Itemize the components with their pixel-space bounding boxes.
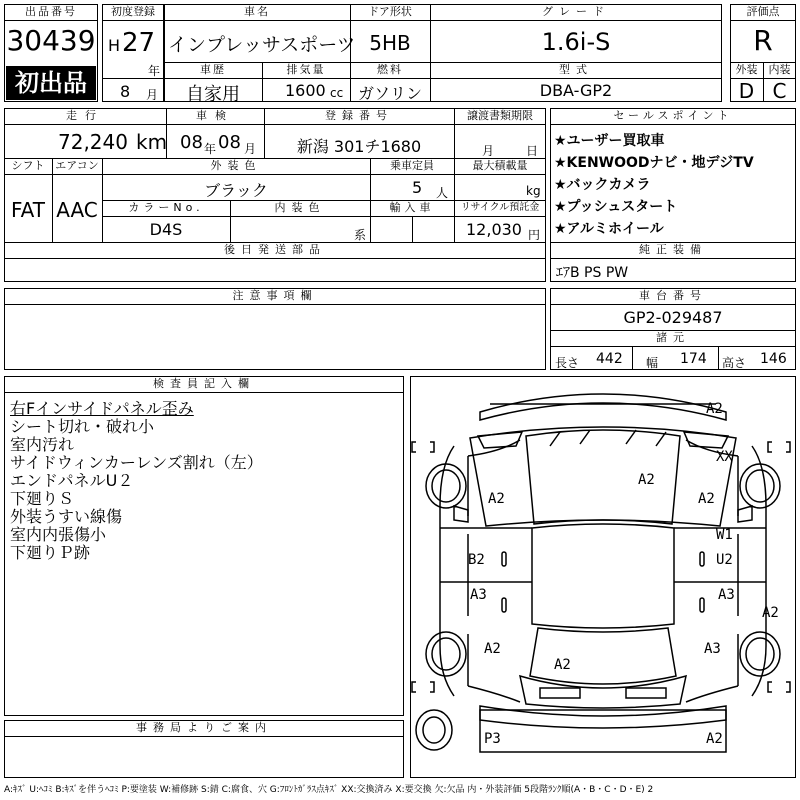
capacity-unit: 人 — [436, 186, 449, 200]
mileage-unit: km — [136, 130, 168, 154]
door-type: 5HB — [369, 31, 411, 55]
damage-mark: A2 — [488, 491, 505, 507]
car-name: インプレッサスポーツ — [168, 34, 356, 56]
height: 146 — [760, 351, 787, 367]
load-unit: kg — [526, 184, 541, 198]
mileage: 72,240 — [58, 130, 128, 154]
history: 自家用 — [186, 84, 240, 105]
damage-mark: B2 — [468, 552, 485, 568]
interior-grade: C — [772, 79, 787, 103]
damage-mark: XX — [716, 449, 733, 465]
color-number: D4S — [149, 220, 183, 239]
interior-label: 内装 — [768, 63, 791, 76]
era: H — [108, 36, 121, 55]
grade: 1.6i-S — [541, 28, 611, 56]
selling-points-label: セールスポイント — [613, 109, 733, 122]
damage-mark: A2 — [706, 731, 723, 747]
damage-mark: A2 — [698, 491, 715, 507]
plate-label: 登録番号 — [325, 109, 393, 122]
damage-mark: A3 — [704, 641, 721, 657]
inspection-month: 08 — [218, 132, 241, 153]
exterior-grade: D — [738, 79, 755, 103]
length: 442 — [596, 351, 623, 367]
registration-label: 初度登録 — [111, 5, 155, 18]
month-unit: 月 — [146, 88, 159, 102]
recycle-unit: 円 — [528, 228, 541, 242]
inspector-line: 右Fインサイドパネル歪み — [10, 399, 194, 418]
damage-mark: A3 — [470, 587, 487, 603]
capacity-label: 乗車定員 — [390, 159, 434, 172]
ac: AAC — [56, 198, 98, 222]
year-unit: 年 — [148, 64, 161, 78]
inspection-year: 08 — [180, 132, 203, 153]
displacement: 1600 — [285, 81, 326, 100]
exterior-color: ブラック — [204, 181, 268, 200]
fuel-label: 燃料 — [377, 63, 403, 76]
selling-point: ★ユーザー買取車 — [554, 133, 665, 149]
car-name-label: 車名 — [244, 5, 270, 18]
displacement-label: 排気量 — [286, 63, 326, 76]
grade-label: グレード — [542, 5, 610, 18]
inspector-line: シート切れ・破れ小 — [10, 417, 155, 436]
damage-mark: U2 — [716, 552, 733, 568]
lot-label: 出品番号 — [25, 5, 77, 18]
notes-label: 注意事項欄 — [232, 289, 318, 302]
mileage-label: 走行 — [66, 109, 104, 122]
inspector-line: 室内内張傷小 — [10, 525, 107, 544]
damage-mark: A2 — [554, 657, 571, 673]
door-label: ドア形状 — [368, 5, 412, 18]
transfer-day-unit: 日 — [526, 144, 539, 158]
damage-mark: A2 — [706, 401, 723, 417]
plate-number: 新潟 301チ1680 — [296, 137, 422, 156]
score-label: 評価点 — [746, 5, 780, 18]
load-label: 最大積載量 — [472, 159, 528, 172]
inspector-line: サイドウィンカーレンズ割れ（左） — [10, 453, 263, 472]
inspector-line: 室内汚れ — [10, 435, 75, 454]
damage-mark: W1 — [716, 527, 733, 543]
legend: A:ｷｽﾞ U:ﾍｺﾐ B:ｷｽﾞを伴うﾍｺﾐ P:要塗装 W:補修跡 S:錆 C:腐食、穴 G:ﾌﾛﾝﾄｶﾞﾗｽ点ｷｽﾞ XX:交換済み X:要交換 欠:欠品 内・外装評価 5段階ﾗﾝｸ順(A・B・C・D・E) 2 — [4, 785, 654, 795]
year: 27 — [122, 28, 156, 58]
interior-color-label: 内装色 — [274, 201, 326, 214]
chassis-number: GP2-029487 — [623, 308, 723, 327]
later-parts-label: 後日発送部品 — [224, 243, 326, 256]
height-label: 高さ — [722, 356, 747, 370]
score: R — [753, 24, 773, 57]
import-label: 輸入車 — [389, 201, 435, 214]
history-label: 車歴 — [200, 63, 226, 76]
width-label: 幅 — [646, 356, 659, 370]
lot-number: 30439 — [6, 24, 96, 57]
inspection-month-unit: 月 — [244, 142, 257, 156]
equipment-label: 純正装備 — [639, 243, 707, 256]
dimensions-label: 諸元 — [656, 331, 690, 344]
inspector-line: 下廻りＰ跡 — [10, 543, 91, 562]
equipment: ｴｱB PS PW — [556, 265, 629, 281]
interior-color-unit: 系 — [354, 228, 367, 242]
model-label: 型式 — [559, 63, 593, 76]
model: DBA-GP2 — [539, 81, 613, 100]
selling-point: ★アルミホイール — [554, 221, 664, 237]
selling-point: ★バックカメラ — [554, 177, 651, 193]
length-label: 長さ — [555, 356, 580, 370]
width: 174 — [680, 351, 707, 367]
month: 8 — [120, 82, 131, 101]
capacity: 5 — [412, 178, 423, 197]
ac-label: エアコン — [55, 159, 99, 172]
transfer-label: 譲渡書類期限 — [467, 109, 533, 122]
displacement-unit: cc — [330, 86, 344, 100]
transfer-month-unit: 月 — [482, 144, 495, 158]
damage-mark: A2 — [638, 472, 655, 488]
office-label: 事務局よりご案内 — [136, 721, 272, 734]
color-no-label: カラーNo. — [128, 201, 204, 214]
first-listing-badge: 初出品 — [6, 66, 96, 100]
damage-mark: A2 — [762, 605, 779, 621]
selling-point: ★プッシュスタート — [554, 199, 678, 215]
damage-mark: A3 — [718, 587, 735, 603]
inspection-year-unit: 年 — [204, 142, 217, 156]
shift-label: シフト — [11, 159, 45, 172]
selling-point: ★KENWOODナビ・地デジTV — [554, 155, 754, 171]
inspection-label: 車検 — [196, 109, 234, 122]
damage-mark: P3 — [484, 731, 501, 747]
color-label: 外装色 — [210, 159, 262, 172]
damage-mark: A2 — [484, 641, 501, 657]
shift: FAT — [10, 198, 45, 222]
inspector-line: 外装うすい線傷 — [10, 507, 123, 526]
recycle-fee: 12,030 — [466, 220, 522, 239]
chassis-label: 車台番号 — [639, 289, 707, 302]
fuel: ガソリン — [357, 84, 422, 103]
recycle-label: リサイクル預託金 — [460, 202, 540, 213]
inspector-line: エンドパネルU２ — [10, 471, 134, 490]
inspector-line: 下廻りＳ — [10, 489, 75, 508]
car-diagram — [410, 376, 796, 778]
exterior-label: 外装 — [735, 63, 758, 76]
inspector-label: 検査員記入欄 — [153, 377, 255, 390]
